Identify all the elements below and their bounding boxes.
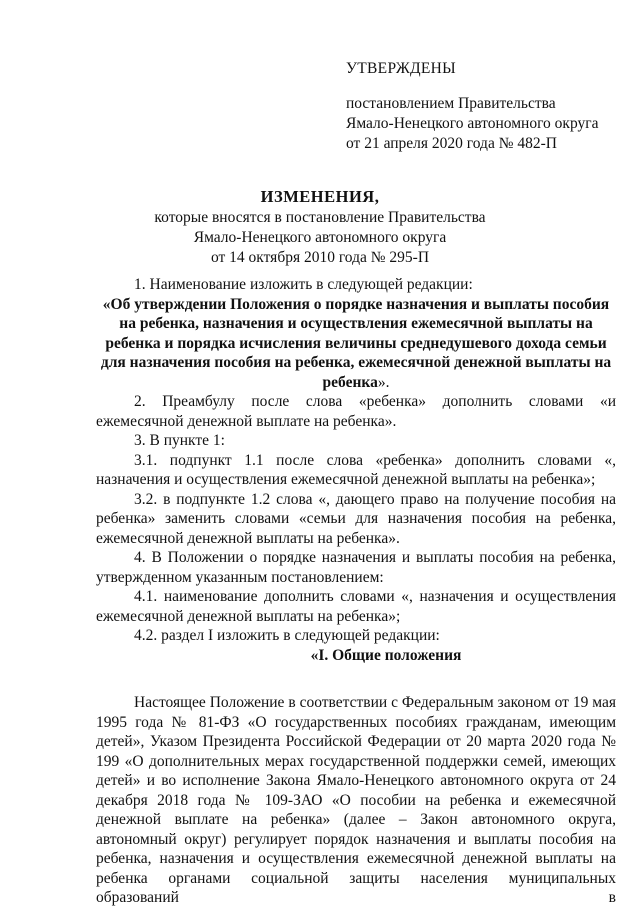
approval-line: постановлением Правительства (346, 95, 556, 112)
item-2: 2. Преамбулу после слова «ребенка» дополнить словами «и ежемесячной денежной выплате на ребенка». (96, 393, 616, 430)
item-1-bold-text: «Об утверждении Положения о порядке назначения и выплаты пособия на ребенка, назначения и осуществления ежемесячной выплаты на ребенка и порядка исчисления величины среднедушевого дохода семьи для назначения пособия на ребенка, ежемесячной денежной выплаты на ребенка (100, 295, 612, 391)
item-1-end: ». (377, 373, 390, 391)
approval-title: УТВЕРЖДЕНЫ (346, 60, 456, 77)
section-title: «I. Общие положения (310, 646, 462, 664)
heading-line: от 14 октября 2010 года № 295-П (210, 249, 430, 266)
item-4-2: 4.2. раздел I изложить в следующей редакции: (134, 627, 440, 644)
heading-line: которые вносятся в постановление Правительства (154, 209, 486, 226)
item-3: 3. В пункте 1: (134, 432, 225, 449)
heading-title: ИЗМЕНЕНИЯ, (260, 187, 380, 206)
item-4: 4. В Положении о порядке назначения и выплаты пособия на ребенка, утвержденном указанным постановлением: (96, 549, 616, 586)
item-1-new-title (96, 295, 616, 393)
item-3-2: 3.2. в подпункте 1.2 слова «, дающего право на получение пособия на ребенка» заменить словами «семьи для назначения пособия на ребенка, ежемесячной денежной выплаты на ребенка». (96, 490, 616, 547)
item-1: 1. Наименование изложить в следующей редакции: (134, 276, 473, 293)
spacer (96, 665, 616, 693)
item-4-1: 4.1. наименование дополнить словами «, назначения и осуществления ежемесячной денежной выплаты на ребенка»; (96, 588, 616, 625)
approval-line: от 21 апреля 2020 года № 482-П (346, 135, 557, 152)
approval-line: Ямало-Ненецкого автономного округа (346, 115, 599, 132)
item-3-1: 3.1. подпункт 1.1 после слова «ребенка» дополнить словами «, назначения и осуществления ежемесячной денежной выплаты на ребенка»; (96, 451, 616, 488)
general-provisions-paragraph: Настоящее Положение в соответствии с Федеральным законом от 19 мая 1995 года № 81-ФЗ «О государственных пособиях гражданам, имеющим детей», Указом Президента Российской Федерации от 20 марта 2020 года № 199 «О дополнительных мерах государственной поддержки семей, имеющих детей» и во исполнение Закона Ямало-Ненецкого автономного округа от 24 декабря 2018 года № 109-ЗАО «О пособии на ребенка и ежемесячной денежной выплате на ребенка» (далее – Закон автономного округа, автономный округ) регулирует порядок назначения и выплаты пособия на ребенка, назначения и осуществления ежемесячной денежной выплаты на ребенка органами социальной защиты населения муниципальных образований в (96, 694, 616, 906)
approval-block (346, 60, 616, 154)
document-body (96, 275, 616, 908)
document-heading (100, 186, 540, 268)
heading-line: Ямало-Ненецкого автономного округа (193, 229, 447, 246)
